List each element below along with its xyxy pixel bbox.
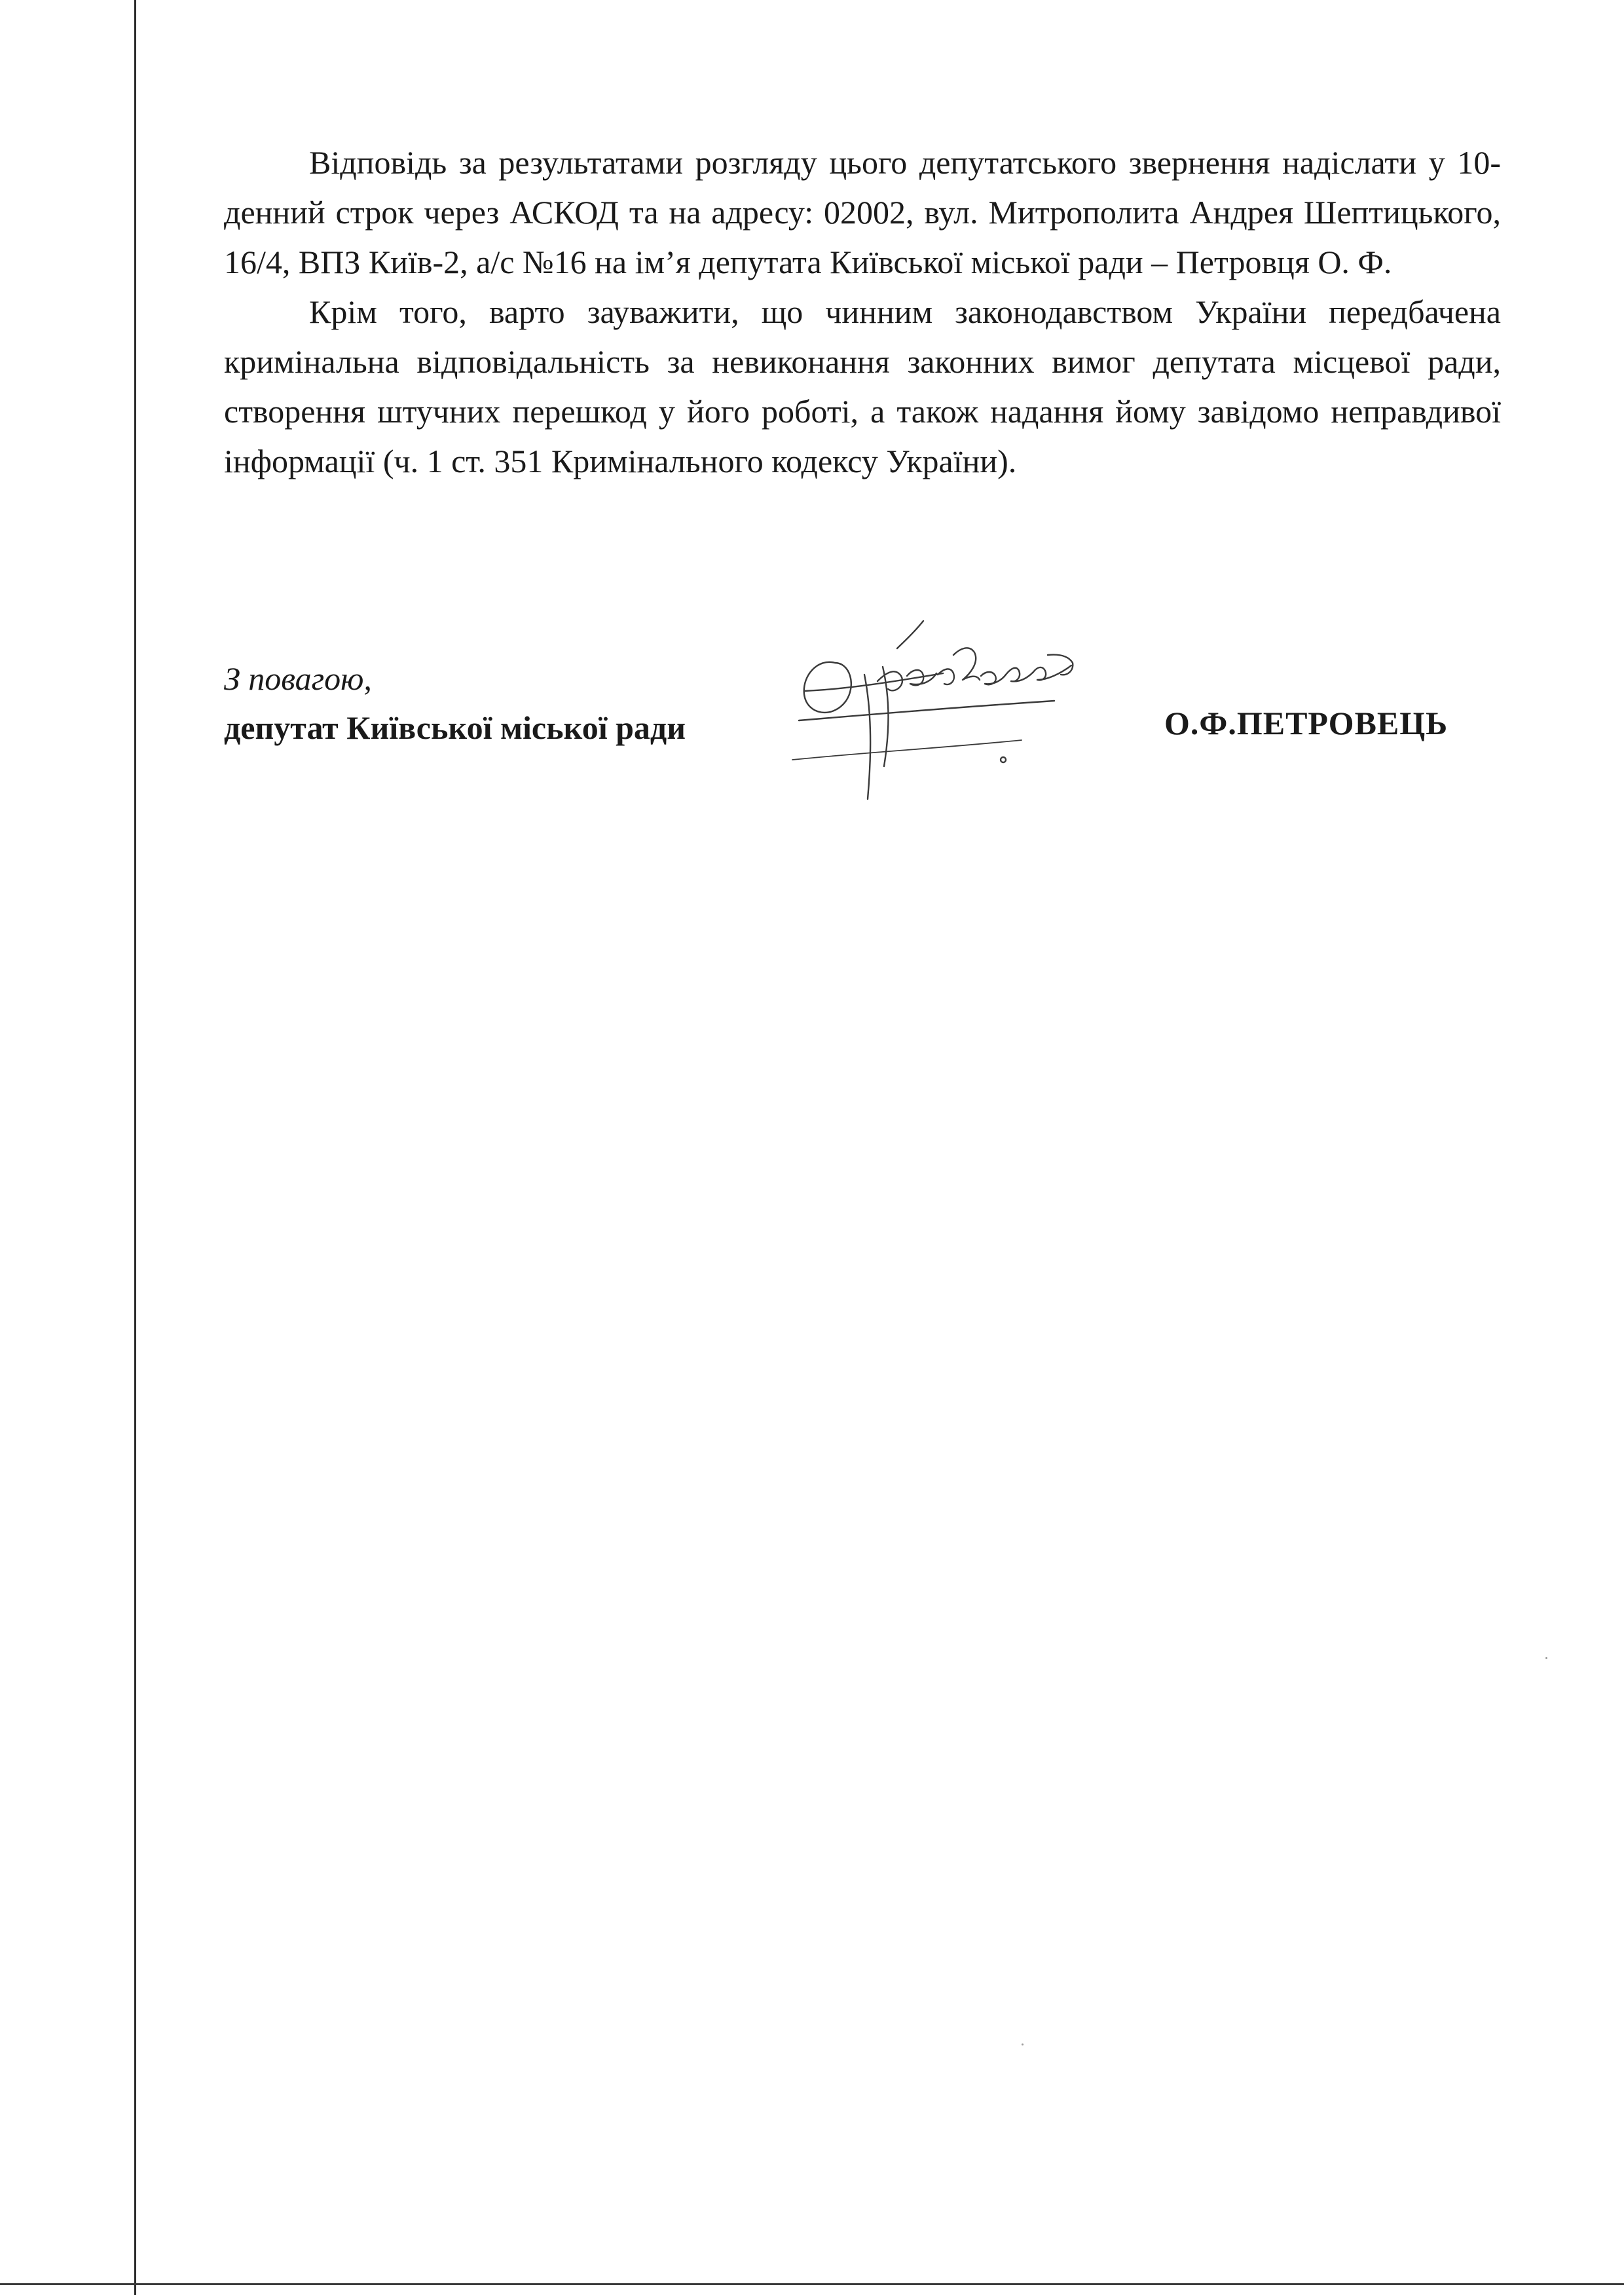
handwritten-signature bbox=[773, 603, 1139, 819]
paragraph-criminal-liability: Крім того, варто зауважити, що чинним законодавством України передбачена кримінальна відповідальність за невиконання законних вимог депутата місцевої ради, створення штучних перешкод у його роботі, а також надання йому завідомо неправдивої інформації (ч. 1 ст. 351 Кримінального кодексу України). bbox=[224, 293, 1501, 479]
closing-salutation: З повагою, bbox=[224, 660, 372, 697]
bottom-edge-line bbox=[0, 2283, 1624, 2285]
scan-speck bbox=[1545, 1657, 1547, 1659]
signer-title: депутат Київської міської ради bbox=[224, 709, 686, 746]
scan-speck bbox=[1022, 2043, 1024, 2045]
left-margin-line bbox=[134, 0, 136, 2295]
paragraph-reply-request: Відповідь за результатами розгляду цього депутатського звернення надіслати у 10-денний строк через АСКОД та на адресу: 02002, вул. Митрополита Андрея Шептицького, 16/4, ВПЗ Київ-2, а/с №16 на ім’я депутата Київської міської ради – Петровця О. Ф. bbox=[224, 144, 1501, 280]
signer-name: О.Ф.ПЕТРОВЕЦЬ bbox=[1164, 705, 1449, 741]
letter-body bbox=[224, 138, 1501, 486]
